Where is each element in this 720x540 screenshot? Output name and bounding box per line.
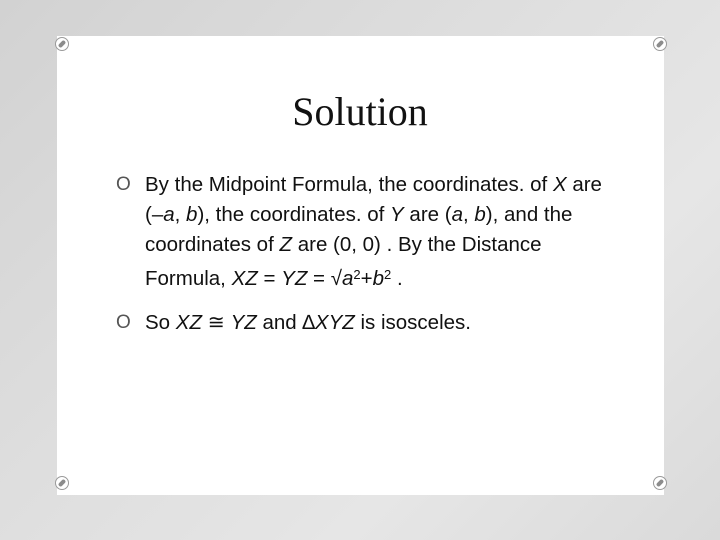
- bullet-text-segment: a: [163, 203, 175, 226]
- bullet-text-segment: √: [330, 267, 342, 290]
- bullet-text-segment: XZ: [231, 267, 258, 290]
- bullet-item: [116, 308, 616, 338]
- bullet-text-segment: a: [451, 203, 463, 226]
- bullet-item: [116, 170, 616, 294]
- bullet-text-segment: are (: [403, 203, 452, 226]
- bullet-text-segment: ), the coordinates. of: [197, 203, 391, 226]
- bullet-text-segment: =: [307, 267, 331, 290]
- bullet-text-segment: 2: [353, 267, 361, 282]
- bullet-marker-icon: O: [116, 312, 131, 333]
- bullet-text-segment: =: [257, 267, 282, 290]
- bullet-text-segment: are (0, 0) . By the Distance Formula,: [145, 233, 542, 290]
- bullet-text-segment: .: [391, 267, 403, 290]
- bullet-text-segment: ,: [174, 203, 187, 226]
- bullet-text-segment: Y: [390, 203, 404, 226]
- bullet-text-segment: and ∆: [256, 311, 315, 334]
- bullet-marker-icon: O: [116, 174, 131, 195]
- bullet-text-segment: X: [552, 173, 567, 196]
- bullet-text-segment: YZ: [230, 311, 257, 334]
- bullet-text-segment: By the Midpoint Formula, the coordinates. of: [145, 173, 553, 196]
- bullet-text-segment: Z: [279, 233, 293, 256]
- bullet-list: [116, 170, 616, 338]
- bullet-text-segment: ,: [462, 203, 475, 226]
- bullet-text-segment: b: [186, 203, 198, 226]
- bullet-text-segment: ), and the coordinates of: [145, 203, 573, 256]
- bullet-text-segment: So: [145, 311, 176, 334]
- bullet-text-segment: b: [372, 267, 385, 290]
- bullet-text-segment: 2: [384, 267, 392, 282]
- bullet-text-segment: YZ: [281, 267, 308, 290]
- bullet-text-segment: XYZ: [314, 311, 355, 334]
- bullet-text-segment: a: [342, 267, 354, 290]
- slide-title: Solution: [292, 89, 428, 134]
- bullet-text-segment: ≅: [201, 311, 231, 334]
- bullet-text-segment: are (–: [145, 173, 602, 226]
- bullet-text-segment: XZ: [175, 311, 202, 334]
- bullet-text-segment: +: [360, 267, 373, 290]
- bullet-text-segment: b: [474, 203, 486, 226]
- bullet-text-segment: is isosceles.: [354, 311, 471, 334]
